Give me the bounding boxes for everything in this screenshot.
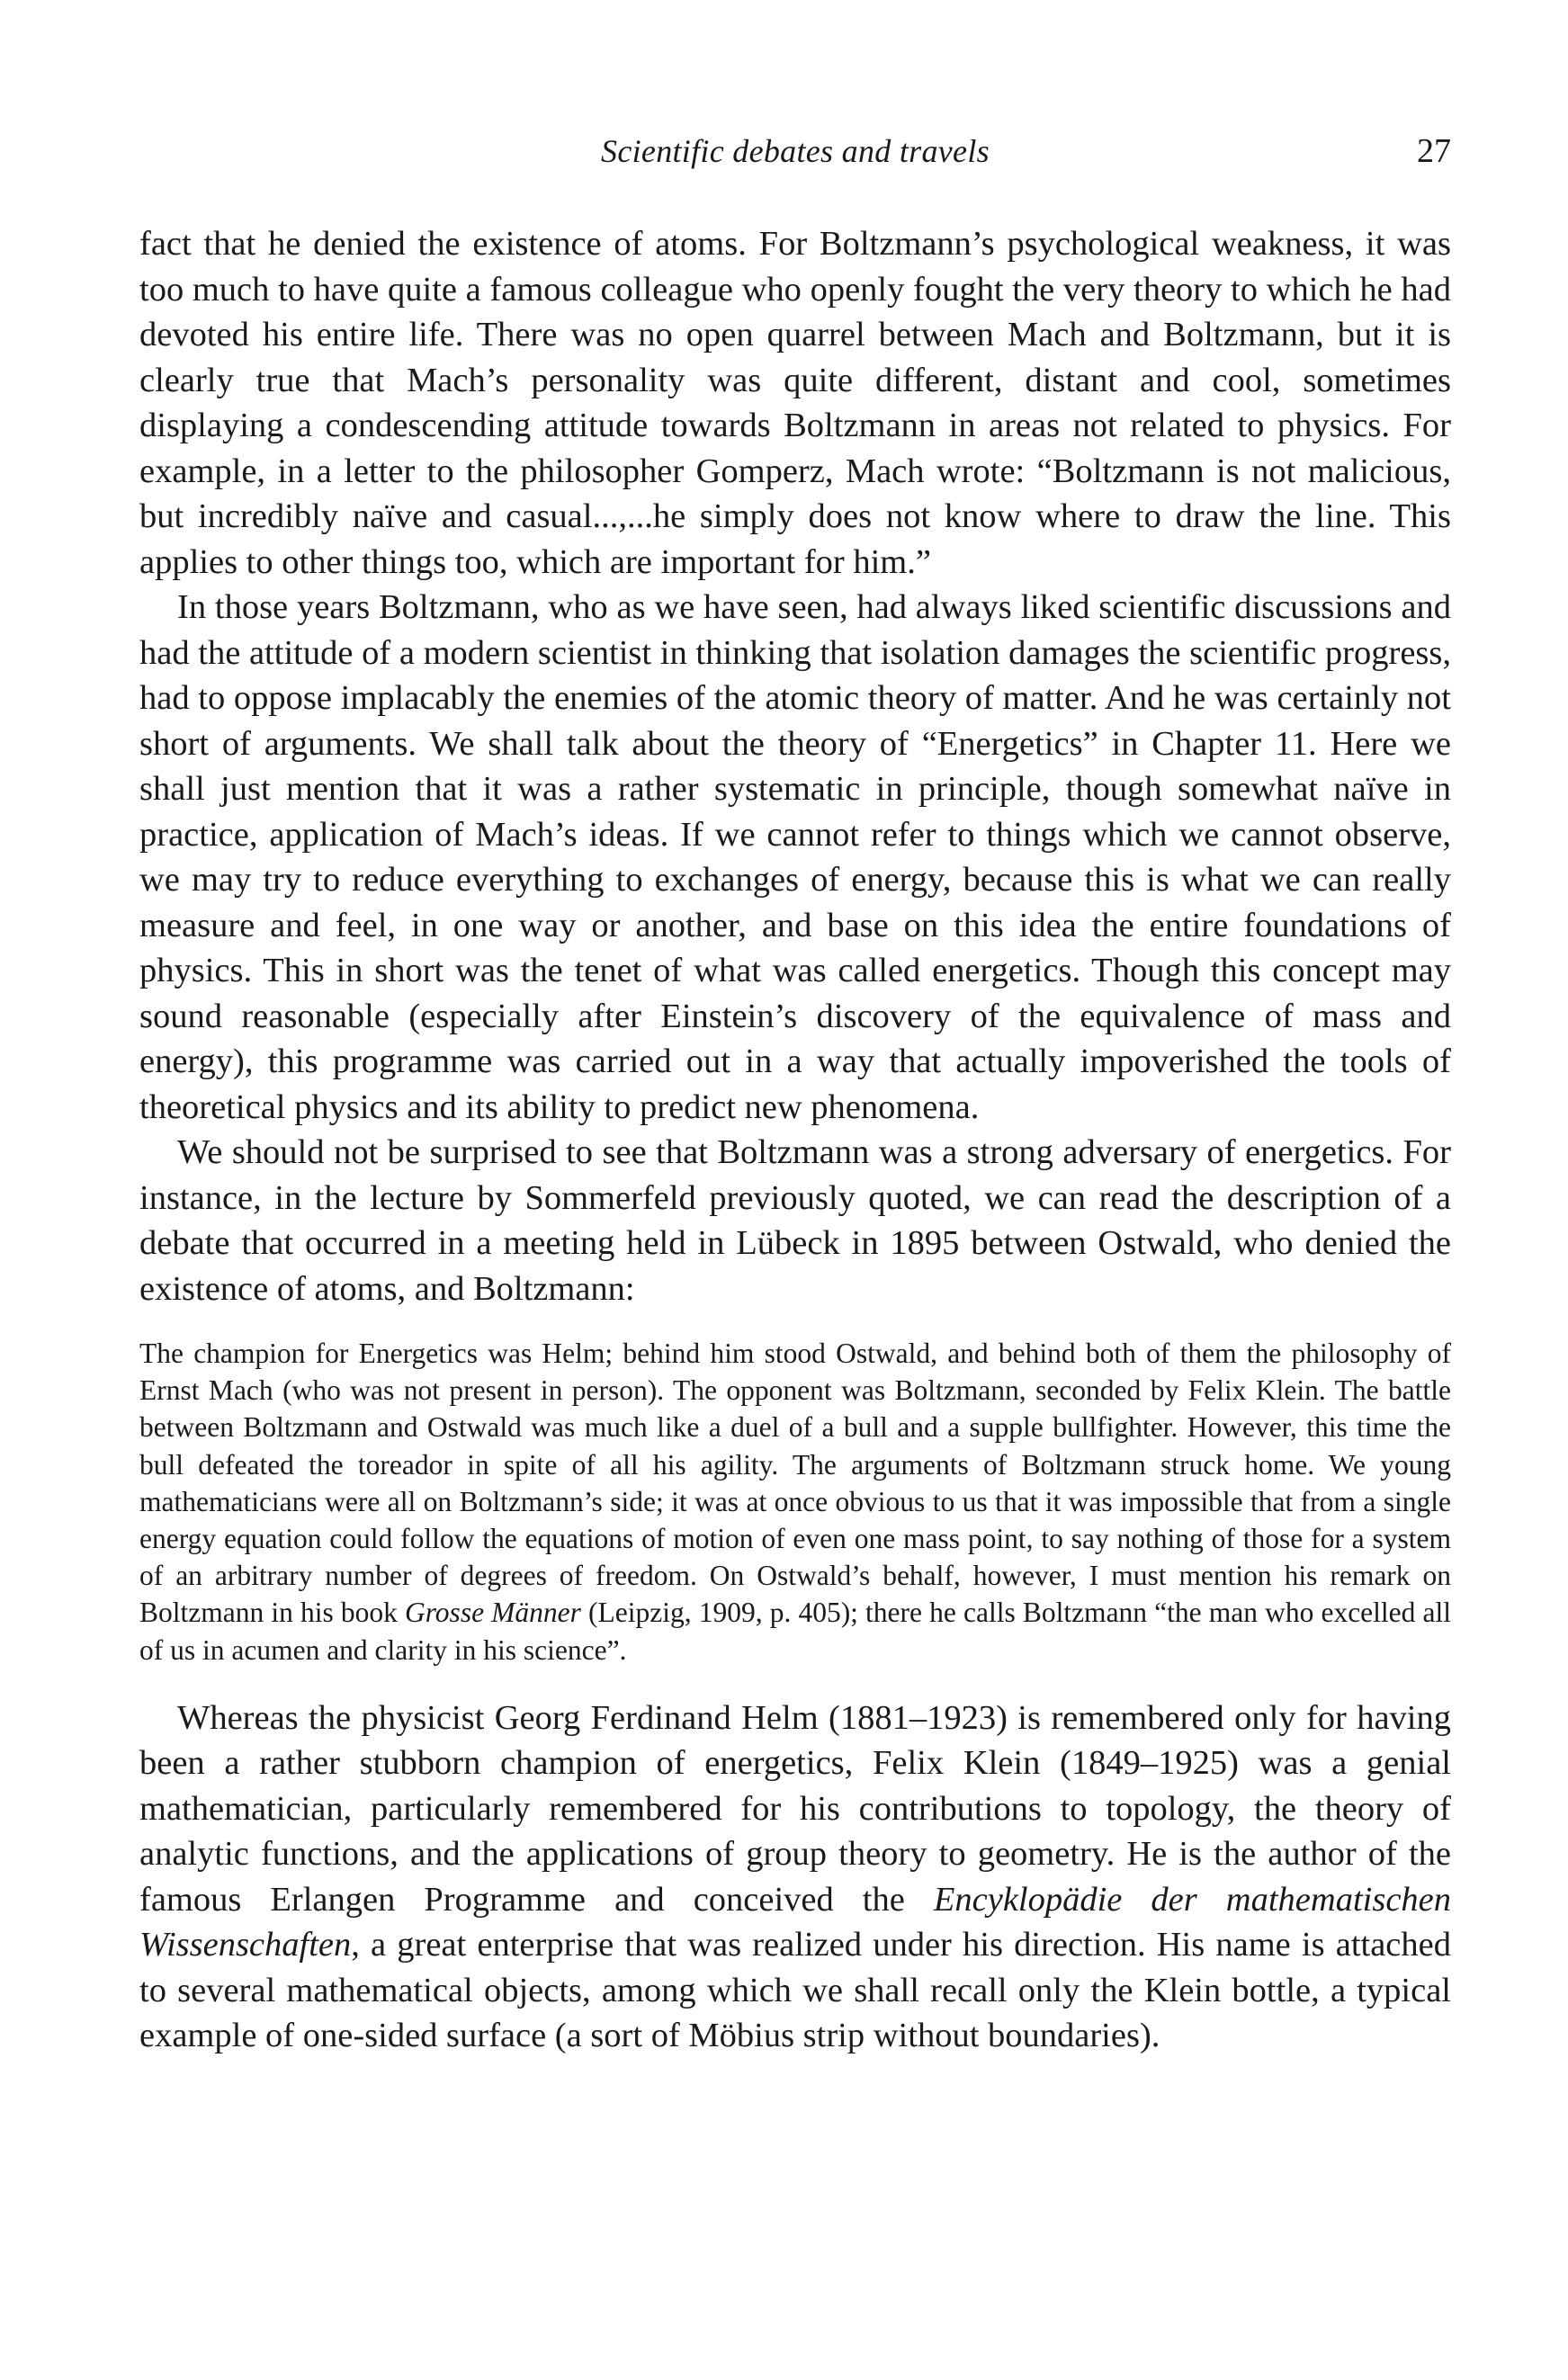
quote-book-title: Grosse Männer [404,1597,581,1629]
page-header [139,124,1451,178]
page-number: 27 [1417,132,1451,170]
quote-text-part-2: (Leipzig, 1909, p. 405); there he calls Boltzmann “the man who excelled all of us in acumen and clarity in his science”. [139,1597,1451,1666]
block-quote [139,1335,1451,1669]
encyclopedia-title: Encyklopädie der mathematischen Wissenschaften [139,1880,1451,1964]
paragraph-3: We should not be surprised to see that Boltzmann was a strong adversary of energetics. For instance, in the lecture by Sommerfeld previously quoted, we can read the description of a debate that occurred in a meeting held in Lübeck in 1895 between Ostwald, who denied the existence of atoms, and Boltzmann: [139,1133,1451,1308]
paragraph-1: fact that he denied the existence of atoms. For Boltzmann’s psychological weakness, it was too much to have quite a famous colleague who openly fought the very theory to which he had devoted his entire life. There was no open quarrel between Mach and Boltzmann, but it is clearly true that Mach’s personality was quite different, distant and cool, sometimes displaying a condescending attitude towards Boltzmann in areas not related to physics. For example, in a letter to the philosopher Gomperz, Mach wrote: “Boltzmann is not malicious, but incredibly naïve and casual...,...he simply does not know where to draw the line. This applies to other things too, which are important for him.” [139,225,1451,581]
running-title: Scientific debates and travels [601,133,990,169]
paragraph-4 [139,1696,1451,2059]
body-text [139,221,1451,2059]
paragraph-4-part-1: Whereas the physicist Georg Ferdinand Helm (1881–1923) is remembered only for having been a rather stubborn champion of energetics, Felix Klein (1849–1925) was a genial mathematician, particularly remembered for his contributions to topology, the theory of analytic functions, and the applications of group theory to geometry. He is the author of the famous Erlangen Programme and conceived the [139,1698,1451,1919]
paragraph-2: In those years Boltzmann, who as we have seen, had always liked scientific discussions and had the attitude of a modern scientist in thinking that isolation damages the scientific progress, had to oppose implacably the enemies of the atomic theory of matter. And he was certainly not short of arguments. We shall talk about the theory of “Energetics” in Chapter 11. Here we shall just mention that it was a rather systematic in principle, though somewhat naïve in practice, application of Mach’s ideas. If we cannot refer to things which we cannot observe, we may try to reduce everything to exchanges of energy, because this is what we can really measure and feel, in one way or another, and base on this idea the entire foundations of physics. This in short was the tenet of what was called energetics. Though this concept may sound reasonable (especially after Einstein’s discovery of the equivalence of mass and energy), this programme was carried out in a way that actually impoverished the tools of theoretical physics and its ability to predict new phenomena. [139,588,1451,1126]
paragraph-4-part-2: , a great enterprise that was realized under his direction. His name is attached to several mathematical objects, among which we shall recall only the Klein bottle, a typical example of one-sided surface (a sort of Möbius strip without boundaries). [139,1926,1451,2055]
quote-text-part-1: The champion for Energetics was Helm; behind him stood Ostwald, and behind both of them the philosophy of Ernst Mach (who was not present in person). The opponent was Boltzmann, seconded by Felix Klein. The battle between Boltzmann and Ostwald was much like a duel of a bull and a supple bullfighter. However, this time the bull defeated the toreador in spite of all his agility. The arguments of Boltzmann struck home. We young mathematicians were all on Boltzmann’s side; it was at once obvious to us that it was impossible that from a single energy equation could follow the equations of motion of even one mass point, to say nothing of those for a system of an arbitrary number of degrees of freedom. On Ostwald’s behalf, however, I must mention his remark on Boltzmann in his book [139,1338,1451,1629]
